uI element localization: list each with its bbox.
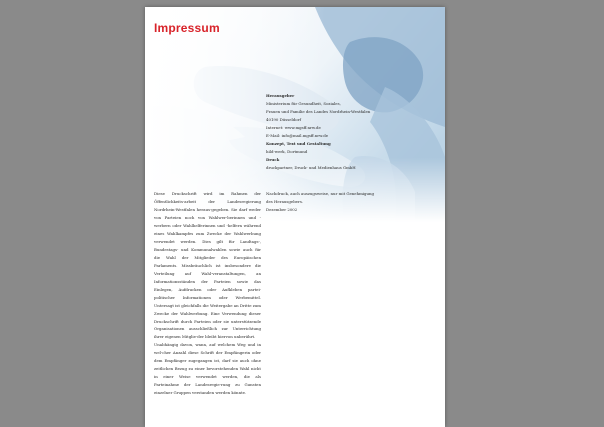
reprint-notice: Nachdruck, auch auszugsweise, nur mit Genehmigung des Herausgebers. (266, 191, 375, 204)
document-page (145, 7, 445, 427)
imprint-heading-publisher: Herausgeber (266, 93, 295, 98)
election-notice-paragraph: Diese Druckschrift wird im Rahmen der Öffentlichkeits-arbeit der Landesregierung Nordrhein-Westfalen heraus-gegeben. Sie darf weder von Parteien noch von Wahlwer-berinnen und -werbern oder Wahlhelferinnen und -helfern während eines Wahlkampfes zum Zwecke der Wahlwerbung verwendet werden. Dies gilt für Landtags-, Bundestags- und Kommunalwahlen sowie auch für die Wahl der Mitglieder des Europäischen Parlaments. Missbräuchlich ist insbesondere die Verteilung auf Wahl-veranstaltungen, an Informationsständen der Parteien sowie das Einlegen, Aufdrucken oder Aufkleben partei-politischer Informationen oder Werbemittel. Untersagt ist gleichfalls die Weitergabe an Dritte zum Zwecke der Wahlwerbung. Eine Verwendung dieser Druckschrift durch Parteien oder sie unterstützende Organisationen ausschließlich zur Unterrichtung ihrer eigenen Mitglie-der bleibt hiervon unberührt. (154, 191, 261, 340)
page-title: Impressum (154, 21, 220, 35)
imprint-block (266, 92, 436, 172)
imprint-heading-print: Druck (266, 157, 280, 162)
imprint-line: 40190 Düsseldorf (266, 117, 301, 122)
imprint-line: hild-werk, Dortmund (266, 149, 308, 154)
imprint-heading-concept: Konzept, Text und Gestaltung (266, 141, 331, 146)
imprint-line: Frauen und Familie des Landes Nordrhein-Westfalen (266, 109, 371, 114)
imprint-line: Internet: www.mgsff.nrw.de (266, 125, 321, 130)
publication-date: Dezember 2002 (266, 206, 298, 212)
reprint-notice-column (266, 190, 376, 214)
imprint-line: Ministerium für Gesundheit, Soziales, (266, 101, 341, 106)
election-notice-column (154, 190, 261, 397)
imprint-line: E-Mail: info@mail.mgsff.nrw.de (266, 133, 329, 138)
imprint-line: druckpartner, Druck- und Medienhaus GmbH (266, 165, 356, 170)
election-notice-paragraph: Unabhängig davon, wann, auf welchem Weg und in wel-cher Anzahl diese Schrift der Empfängerin oder dem Empfänger zugegangen ist, darf sie auch ohne zeitlichen Bezug zu einer bevorstehenden Wahl nicht in einer Weise verwendet werden, die als Parteinahme der Landesregie-rung zu Gunsten einzelner Gruppen verstanden werden könnte. (154, 342, 261, 396)
